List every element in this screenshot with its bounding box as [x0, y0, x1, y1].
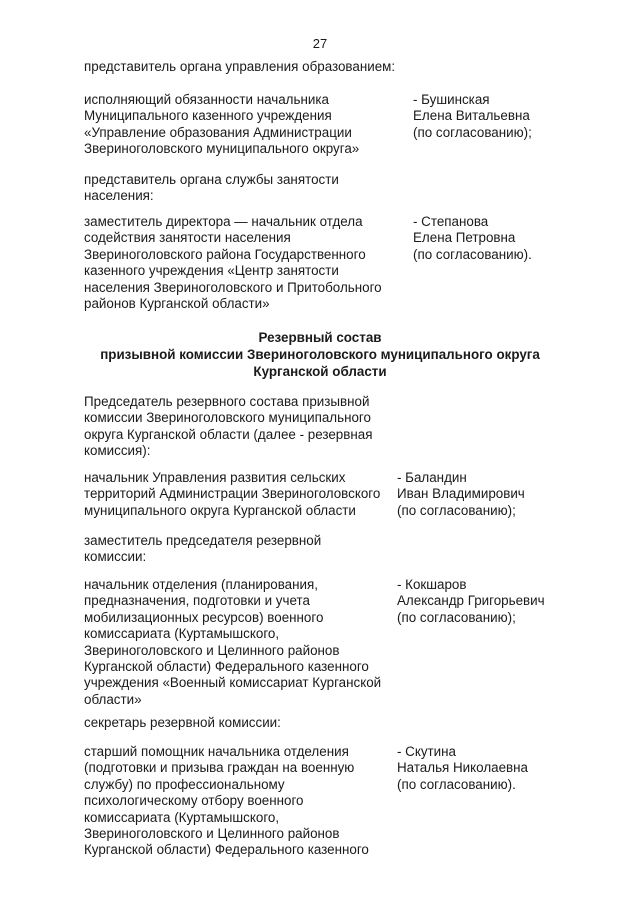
position-education: исполняющий обязанности начальника Муниципального казенного учреждения «Управление образования Администрации Звериноголовского муниципального округа» [84, 92, 360, 157]
reserve-heading: Резервный состав призывной комиссии Звериноголовского муниципального округа Курганской области [100, 330, 540, 379]
section-label-employment: представитель органа службы занятости населения: [84, 172, 339, 204]
secretary-position: старший помощник начальника отделения (подготовки и призыва граждан на военную службу) по профессиональному психологическому отбору военного комиссариата (Куртамышского, Звериноголовского и Целинного районов Курганской области) Федерального казенного [84, 744, 369, 858]
page-number: 27 [312, 36, 328, 51]
section-label-education: представитель органа управления образованием: [84, 59, 396, 74]
position-employment: заместитель директора — начальник отдела содействия занятости населения Звериноголовского района Государственного казенного учреждения «Центр занятости населения Звериноголовского и Притобольного районов Курганской области» [84, 214, 382, 312]
secretary-label: секретарь резервной комиссии: [84, 715, 281, 730]
person-bushinskaya: - Бушинская Елена Витальевна (по согласованию); [413, 92, 532, 140]
person-koksharov: - Кокшаров Александр Григорьевич (по согласованию); [397, 577, 545, 625]
chair-label: Председатель резервного состава призывной комиссии Звериноголовского муниципального округа Курганской области (далее - резервная комиссия): [84, 394, 373, 459]
chair-position: начальник Управления развития сельских территорий Администрации Звериноголовского муниципального округа Курганской области [84, 470, 381, 518]
person-balandin: - Баландин Иван Владимирович (по согласованию); [397, 470, 525, 518]
deputy-label: заместитель председателя резервной комиссии: [84, 533, 322, 565]
person-skutina: - Скутина Наталья Николаевна (по согласованию). [397, 744, 528, 792]
deputy-position: начальник отделения (планирования, предназначения, подготовки и учета мобилизационных ресурсов) военного комиссариата (Куртамышского, Звериноголовского и Целинного районов Курганской области) Федерального казенного учреждения «Военный комиссариат Курганской области» [84, 577, 382, 707]
person-stepanova: - Степанова Елена Петровна (по согласованию). [413, 214, 532, 262]
